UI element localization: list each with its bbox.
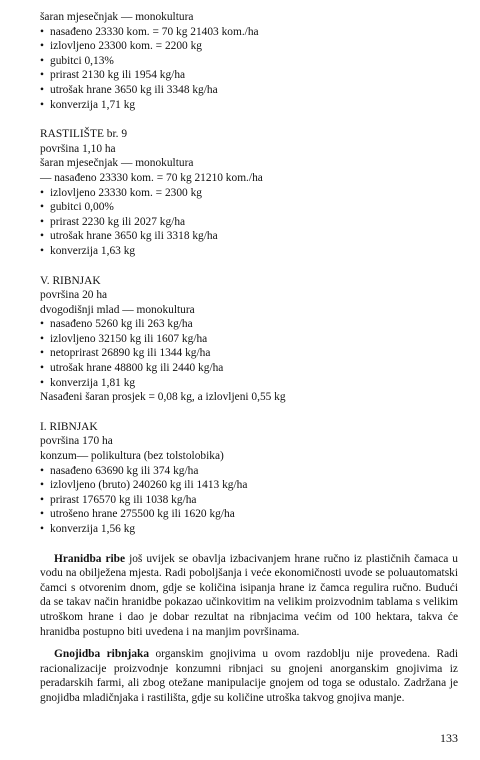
list-item: • gubitci 0,00% [40, 201, 114, 214]
bullet-icon: • [40, 186, 44, 199]
page-number: 133 [440, 731, 458, 745]
block-heading: V. RIBNJAK [40, 274, 101, 287]
block-line: površina 170 ha [40, 435, 113, 448]
block-line: Nasađeni šaran prosjek = 0,08 kg, a izlovljeni 0,55 kg [40, 391, 286, 404]
bullet-icon: • [40, 98, 44, 111]
list-item: • izlovljeno 23330 kom. = 2300 kg [40, 186, 202, 199]
list-item: • netoprirast 26890 kg ili 1344 kg/ha [40, 347, 211, 360]
bullet-icon: • [40, 479, 44, 492]
list-item: • utrošak hrane 48800 kg ili 2440 kg/ha [40, 362, 224, 375]
list-item: • utrošak hrane 3650 kg ili 3348 kg/ha [40, 83, 218, 96]
list-item: • nasađeno 5260 kg ili 263 kg/ha [40, 318, 193, 331]
paragraph-gnojidba [40, 647, 458, 705]
list-item: • prirast 2130 kg ili 1954 kg/ha [40, 69, 186, 82]
paragraph-lead: Hranidba ribe [54, 552, 126, 565]
list-item: • konverzija 1,81 kg [40, 376, 136, 389]
paragraph-body: organskim gnojivima u ovom razdoblju nije provedena. Radi racionalizacije proizvodnje konzumni ribnjaci su gnojeni anorganskim gnojivima iz peradarskih farmi, ali zbog otežane manipulacije gnojem od toga se odustalo. Zadržana je gnojidba mladičnjaka i rastilišta, gdje su količine utroška takvog gnojiva manje. [40, 648, 458, 704]
bullet-icon: • [40, 493, 44, 506]
block-heading: RASTILIŠTE br. 9 [40, 128, 128, 141]
block-line: šaran mjesečnjak — monokultura [40, 11, 194, 23]
paragraph-hranidba [40, 552, 458, 640]
list-item: • prirast 2230 kg ili 2027 kg/ha [40, 215, 186, 228]
block-line: površina 1,10 ha [40, 142, 116, 155]
bullet-icon: • [40, 215, 44, 228]
block-v-ribnjak [40, 274, 458, 405]
block-heading: I. RIBNJAK [40, 420, 98, 433]
bullet-icon: • [40, 362, 44, 375]
list-item: • utrošak hrane 3650 kg ili 3318 kg/ha [40, 230, 218, 243]
bullet-icon: • [40, 40, 44, 53]
list-item: • nasađeno 63690 kg ili 374 kg/ha [40, 464, 199, 477]
page-content [40, 10, 458, 706]
list-item: • izlovljeno 23300 kom. = 2200 kg [40, 40, 202, 53]
list-item: • utrošeno hrane 275500 kg ili 1620 kg/ha [40, 508, 235, 521]
block-line: dvogodišnji mlad — monokultura [40, 303, 195, 316]
paragraph-lead: Gnojidba ribnjaka [54, 648, 150, 661]
list-item: • nasađeno 23330 kom. = 70 kg 21403 kom./ha [40, 25, 259, 38]
block-line: konzum— polikultura (bez tolstolobika) [40, 450, 224, 463]
paragraph-body: još uvijek se obavlja izbacivanjem hrane ručno iz plastičnih čamaca u vodu na obilježena mjesta. Radi poboljšanja i veće ekonomičnosti uvode se poluautomatski čamci s otvorenim dnom, gdje se količina isipanja hrane iz čamca regulira ručno. Budući da se takav način hranidbe pokazao učinkovitim na velikim proizvodnim tablama s velikim utroškom hrane i dao je dobar rezultat na ribnjacima većim od 100 hektara, takva će hranidba postupno biti uvedena i na manjim površinama. [40, 552, 458, 638]
bullet-icon: • [40, 230, 44, 243]
block-line: šaran mjesečnjak — monokultura [40, 157, 194, 170]
block-line: površina 20 ha [40, 289, 108, 302]
bullet-icon: • [40, 244, 44, 257]
list-item: • konverzija 1,56 kg [40, 523, 136, 535]
bullet-icon: • [40, 347, 44, 360]
list-item: • gubitci 0,13% [40, 54, 114, 67]
bullet-icon: • [40, 83, 44, 96]
bullet-icon: • [40, 318, 44, 331]
bullet-icon: • [40, 69, 44, 82]
bullet-icon: • [40, 523, 44, 535]
block-saran-mjesecnjak [40, 10, 458, 112]
bullet-icon: • [40, 54, 44, 67]
list-item: • prirast 176570 kg ili 1038 kg/ha [40, 493, 197, 506]
list-item: • izlovljeno (bruto) 240260 kg ili 1413 kg/ha [40, 479, 248, 492]
list-item: • izlovljeno 32150 kg ili 1607 kg/ha [40, 332, 208, 345]
block-rastiliste-9 [40, 127, 458, 258]
bullet-icon: • [40, 201, 44, 214]
bullet-icon: • [40, 508, 44, 521]
bullet-icon: • [40, 332, 44, 345]
data-blocks [40, 10, 458, 537]
list-item: • konverzija 1,71 kg [40, 98, 136, 111]
block-i-ribnjak [40, 420, 458, 537]
block-line: — nasađeno 23330 kom. = 70 kg 21210 kom./ha [40, 171, 263, 184]
bullet-icon: • [40, 25, 44, 38]
bullet-icon: • [40, 464, 44, 477]
bullet-icon: • [40, 376, 44, 389]
list-item: • konverzija 1,63 kg [40, 244, 136, 257]
